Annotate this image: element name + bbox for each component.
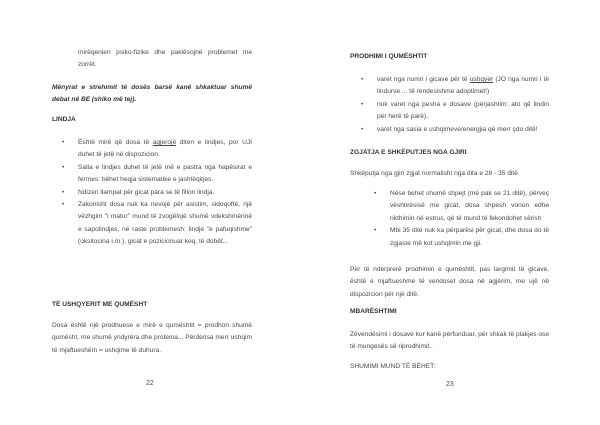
list-item: • Mbi 35 ditë nuk ka përparësi për gicat, dhe dosa do të zgjaste më kot ushqimin me gji.: [390, 225, 549, 250]
feeding-heading: TË USHQYERIT ME QUMËSHT: [52, 301, 148, 308]
breeding-text: Zëvendësimi i dosave kur kanë përfunduar, për shkak të plakjes ose të mungesës së riprodhimit..: [350, 331, 549, 351]
lindja-list: [78, 137, 252, 249]
list-item: • nuk varet nga pesha e dosave (përjashtim: ato që lindin për herë të parë).: [377, 99, 549, 124]
weaning-list: [390, 188, 549, 250]
breeding-heading: MBARËSHTIMI: [350, 308, 397, 315]
list-item: • Zakonisht dosa nuk ka nevojë për asistim, sidoqoftë, një vëzhgim "i matur" mund të zvogëlojë shumë vdekshmërinë e sapolindjes, në raste problemesh: lindje "e pafuqishme" (oksitocina i.m.), gicat e pozicionuar keq, të dobët...: [78, 199, 252, 249]
weaning-heading: ZGJATJA E SHKËPUTJES NGA GJIRI: [350, 149, 467, 156]
list-item: • Është mirë që dosa të agjerojë diten e lindjes, por UJI duhet të jetë në dispozicion.: [78, 137, 252, 162]
weaning-text: Shkëputja nga gjiri zgjat normalisht nga dita e 28 - 35 ditë: [350, 170, 518, 177]
milk-list: [377, 74, 549, 136]
list-item: • Salla e lindjes duhet të jetë më e pastra nga hapësirat e fermes: bëhet heqja sistematike e jashtëqitjes.: [78, 162, 252, 187]
list-item: • Nëse behet shumë shpejt (më pak se 21 ditë), përveç vështirësisë me gicat, dosa shpesh vonon edhe rikthimin në estrus, që të mund të fekondohet sërish: [390, 188, 549, 225]
lindja-heading: LINDJA: [52, 116, 76, 123]
list-item: • varet nga sasia e ushqimeve/energjia që merr çdo ditë!: [377, 124, 549, 136]
page-23: [300, 0, 600, 425]
page-number: 22: [146, 380, 154, 387]
list-item: • varet nga numri i gicave për të ushqyer (JO nga numri i të lindurve ... të rendesishme adoptimet!): [377, 74, 549, 99]
strehimi-note: Mënyrat e strehimit të dosës barsë kanë shkaktuar shumë debat në BE (shiko më tej).: [52, 84, 252, 104]
feeding-text: Dosa është një prodhuese e mirë e qumështit = prodhon shumë qumësht, me shumë yndyrëra dhe proteina... Përderisa merr ushqim të mjaftueshëm = ushqime të duhura.: [52, 322, 252, 354]
page-number: 23: [446, 381, 454, 388]
reproduction-line: SHUMIMI MUND TË BËHET:: [350, 363, 436, 370]
continuation-text: mirëqenien psiko-fizike dhe paklësojnë problemet me zorrët.: [78, 49, 252, 69]
milk-heading: PRODHIMI I QUMËSHTIT: [350, 53, 428, 60]
stop-text: Për të ndërprerë prodhimin e qumështit, pas largimit të gicave, është e mjaftueshme të vendoset dosa në agjërim, me ujë në dispozicion për një ditë.: [350, 266, 549, 298]
list-item: • Ndizen llampat për gicat para se të fillon lindja.: [78, 187, 252, 199]
